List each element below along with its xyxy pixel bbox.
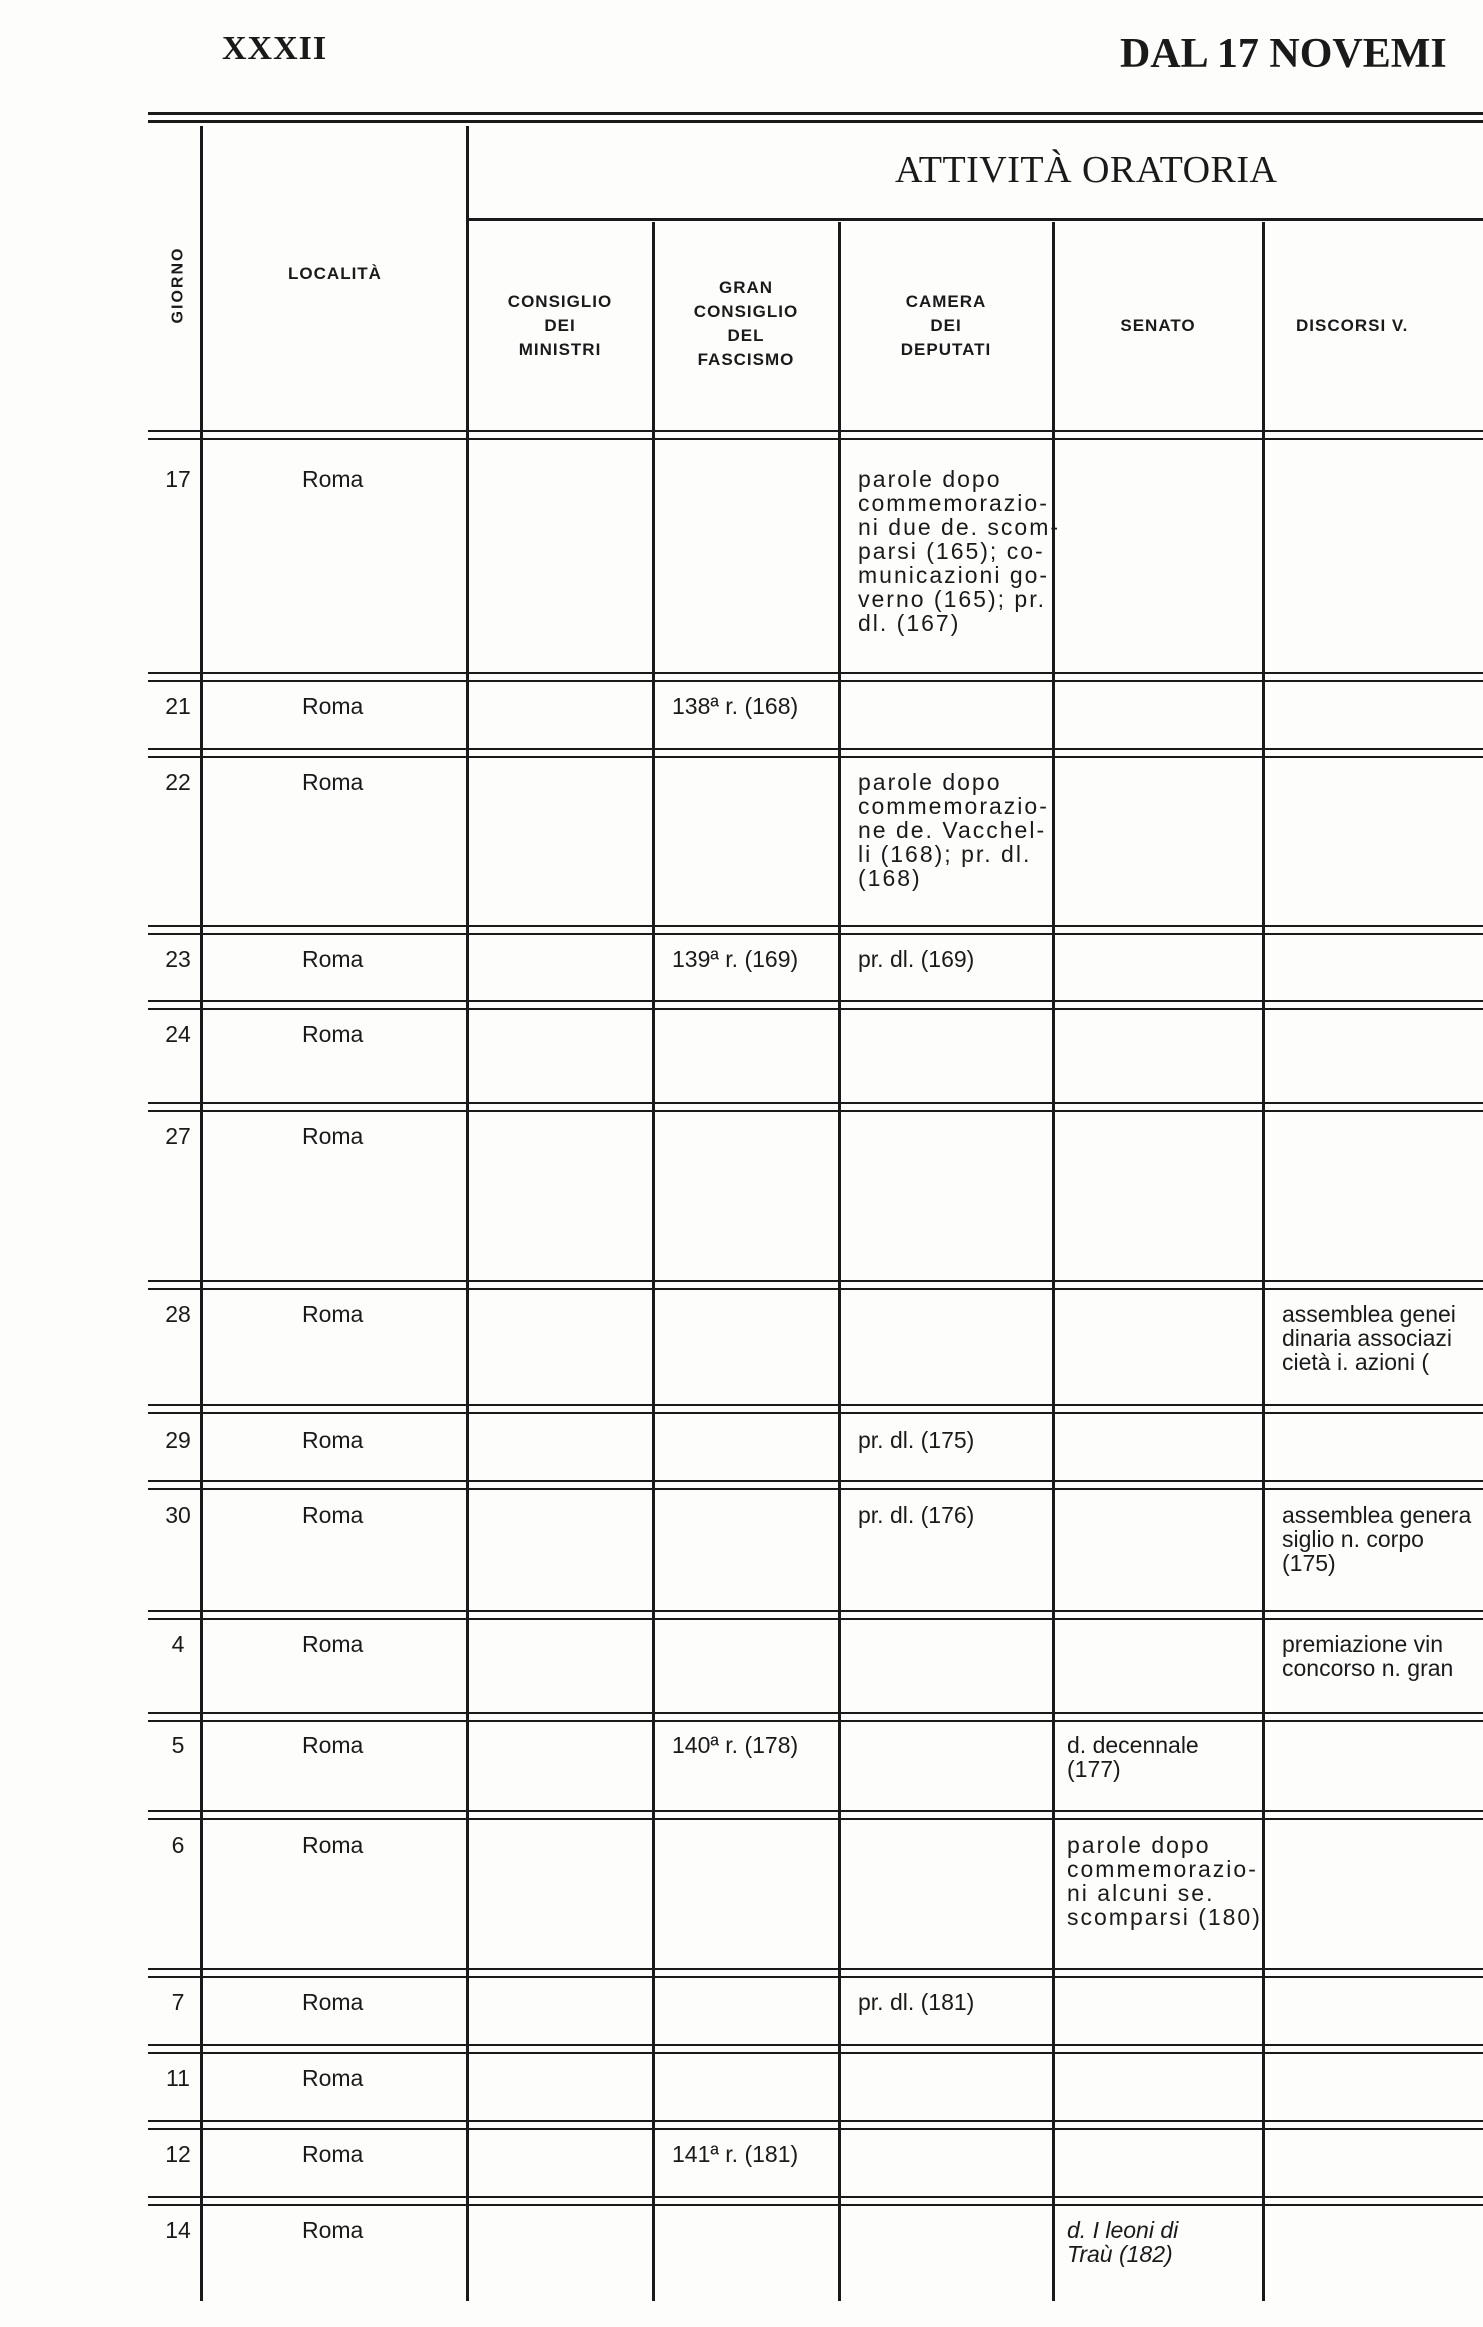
cell-localita: Roma (302, 1832, 364, 1858)
row-rule (148, 1102, 1483, 1104)
row-rule (148, 1000, 1483, 1002)
row-rule (148, 2204, 1483, 2206)
cell-giorno: 11 (166, 2065, 190, 2091)
cell-camera: parole dopo commemorazio- ne de. Vacchel- li (168); pr. dl. (168) (858, 769, 1049, 891)
col-head-camera: CAMERA DEI DEPUTATI (900, 292, 992, 359)
cell-discorsi: assemblea genera siglio n. corpo (175) (1282, 1502, 1472, 1576)
row-rule (148, 2120, 1483, 2122)
cell-giorno: 12 (165, 2141, 191, 2167)
cell-localita: Roma (302, 2141, 364, 2167)
row-rule (148, 1610, 1483, 1612)
cell-localita: Roma (302, 1427, 364, 1453)
cell-localita: Roma (302, 2217, 364, 2243)
cell-giorno: 7 (171, 1989, 185, 2015)
cell-localita: Roma (302, 466, 364, 492)
cell-giorno: 4 (171, 1631, 185, 1657)
row-rule (148, 680, 1483, 682)
cell-senato: d. I leoni di Traù (182) (1067, 2217, 1179, 2267)
cell-camera: pr. dl. (181) (858, 1989, 975, 2015)
cell-giorno: 28 (165, 1301, 191, 1327)
row-rule (148, 1976, 1483, 1978)
cell-giorno: 21 (165, 693, 191, 719)
col-head-giorno: GIORNO (169, 246, 187, 324)
cell-camera: parole dopo commemorazio- ni due de. scom- parsi (165); co- municazioni go- verno (165); pr. dl. (167) (858, 466, 1061, 636)
subheader-rule (466, 218, 1483, 221)
row-rule (148, 2196, 1483, 2198)
col-head-discorsi: DISCORSI V. (1296, 316, 1409, 335)
row-rule (148, 925, 1483, 927)
cell-camera: pr. dl. (175) (858, 1427, 975, 1453)
row-rule (148, 1712, 1483, 1714)
running-title: DAL 17 NOVEMI (1120, 31, 1447, 77)
col-head-localita: LOCALITÀ (288, 264, 382, 283)
row-rule (148, 748, 1483, 750)
cell-localita: Roma (302, 1021, 364, 1047)
cell-localita: Roma (302, 693, 364, 719)
cell-localita: Roma (302, 1989, 364, 2015)
cell-giorno: 5 (171, 1732, 185, 1758)
cell-giorno: 24 (165, 1021, 191, 1047)
row-rule (148, 2128, 1483, 2130)
cell-giorno: 23 (165, 946, 191, 972)
cell-gran-consiglio: 139ª r. (169) (672, 946, 799, 972)
cell-giorno: 29 (165, 1427, 191, 1453)
col-rule (466, 126, 469, 2301)
row-rule (148, 1008, 1483, 1010)
col-rule (1262, 222, 1265, 2301)
cell-giorno: 6 (171, 1832, 185, 1858)
col-head-consiglio-ministri: CONSIGLIO DEI MINISTRI (507, 292, 613, 359)
row-rule (148, 2044, 1483, 2046)
cell-localita: Roma (302, 2065, 364, 2091)
row-rule (148, 2052, 1483, 2054)
cell-discorsi: assemblea genei dinaria associazi cietà i. azioni ( (1282, 1301, 1456, 1375)
row-rule (148, 1720, 1483, 1722)
cell-localita: Roma (302, 946, 364, 972)
row-rule (148, 1412, 1483, 1414)
section-title: ATTIVITÀ ORATORIA (895, 149, 1278, 191)
row-rule (148, 1110, 1483, 1112)
cell-giorno: 27 (165, 1123, 191, 1149)
cell-gran-consiglio: 140ª r. (178) (672, 1732, 799, 1758)
cell-giorno: 17 (165, 466, 191, 492)
cell-gran-consiglio: 141ª r. (181) (672, 2141, 799, 2167)
row-rule (148, 1810, 1483, 1812)
cell-camera: pr. dl. (169) (858, 946, 975, 972)
row-rule (148, 1288, 1483, 1290)
row-rule (148, 1404, 1483, 1406)
cell-gran-consiglio: 138ª r. (168) (672, 693, 799, 719)
row-rule (148, 756, 1483, 758)
top-rule-2 (148, 120, 1483, 123)
cell-localita: Roma (302, 1631, 364, 1657)
cell-senato: parole dopo commemorazio- ni alcuni se. scomparsi (180) (1067, 1832, 1262, 1930)
cell-localita: Roma (302, 1732, 364, 1758)
row-rule (148, 672, 1483, 674)
row-rule (148, 1968, 1483, 1970)
row-rule (148, 1488, 1483, 1490)
cell-giorno: 22 (165, 769, 191, 795)
row-rule (148, 933, 1483, 935)
row-rule (148, 1280, 1483, 1282)
cell-localita: Roma (302, 1502, 364, 1528)
col-rule (652, 222, 655, 2301)
col-head-gran-consiglio: GRAN CONSIGLIO DEL FASCISMO (693, 278, 799, 369)
cell-senato: d. decennale (177) (1067, 1732, 1199, 1782)
col-head-senato: SENATO (1120, 316, 1196, 335)
col-rule (200, 126, 203, 2301)
row-rule (148, 1818, 1483, 1820)
cell-giorno: 14 (165, 2217, 191, 2243)
row-rule (148, 438, 1483, 440)
cell-camera: pr. dl. (176) (858, 1502, 975, 1528)
row-rule (148, 430, 1483, 432)
page-number: XXXII (222, 30, 328, 67)
cell-localita: Roma (302, 769, 364, 795)
top-rule (148, 112, 1483, 115)
col-rule (838, 222, 841, 2301)
row-rule (148, 1618, 1483, 1620)
cell-localita: Roma (302, 1123, 364, 1149)
cell-localita: Roma (302, 1301, 364, 1327)
cell-discorsi: premiazione vin concorso n. gran (1282, 1631, 1454, 1681)
cell-giorno: 30 (165, 1502, 191, 1528)
row-rule (148, 1480, 1483, 1482)
